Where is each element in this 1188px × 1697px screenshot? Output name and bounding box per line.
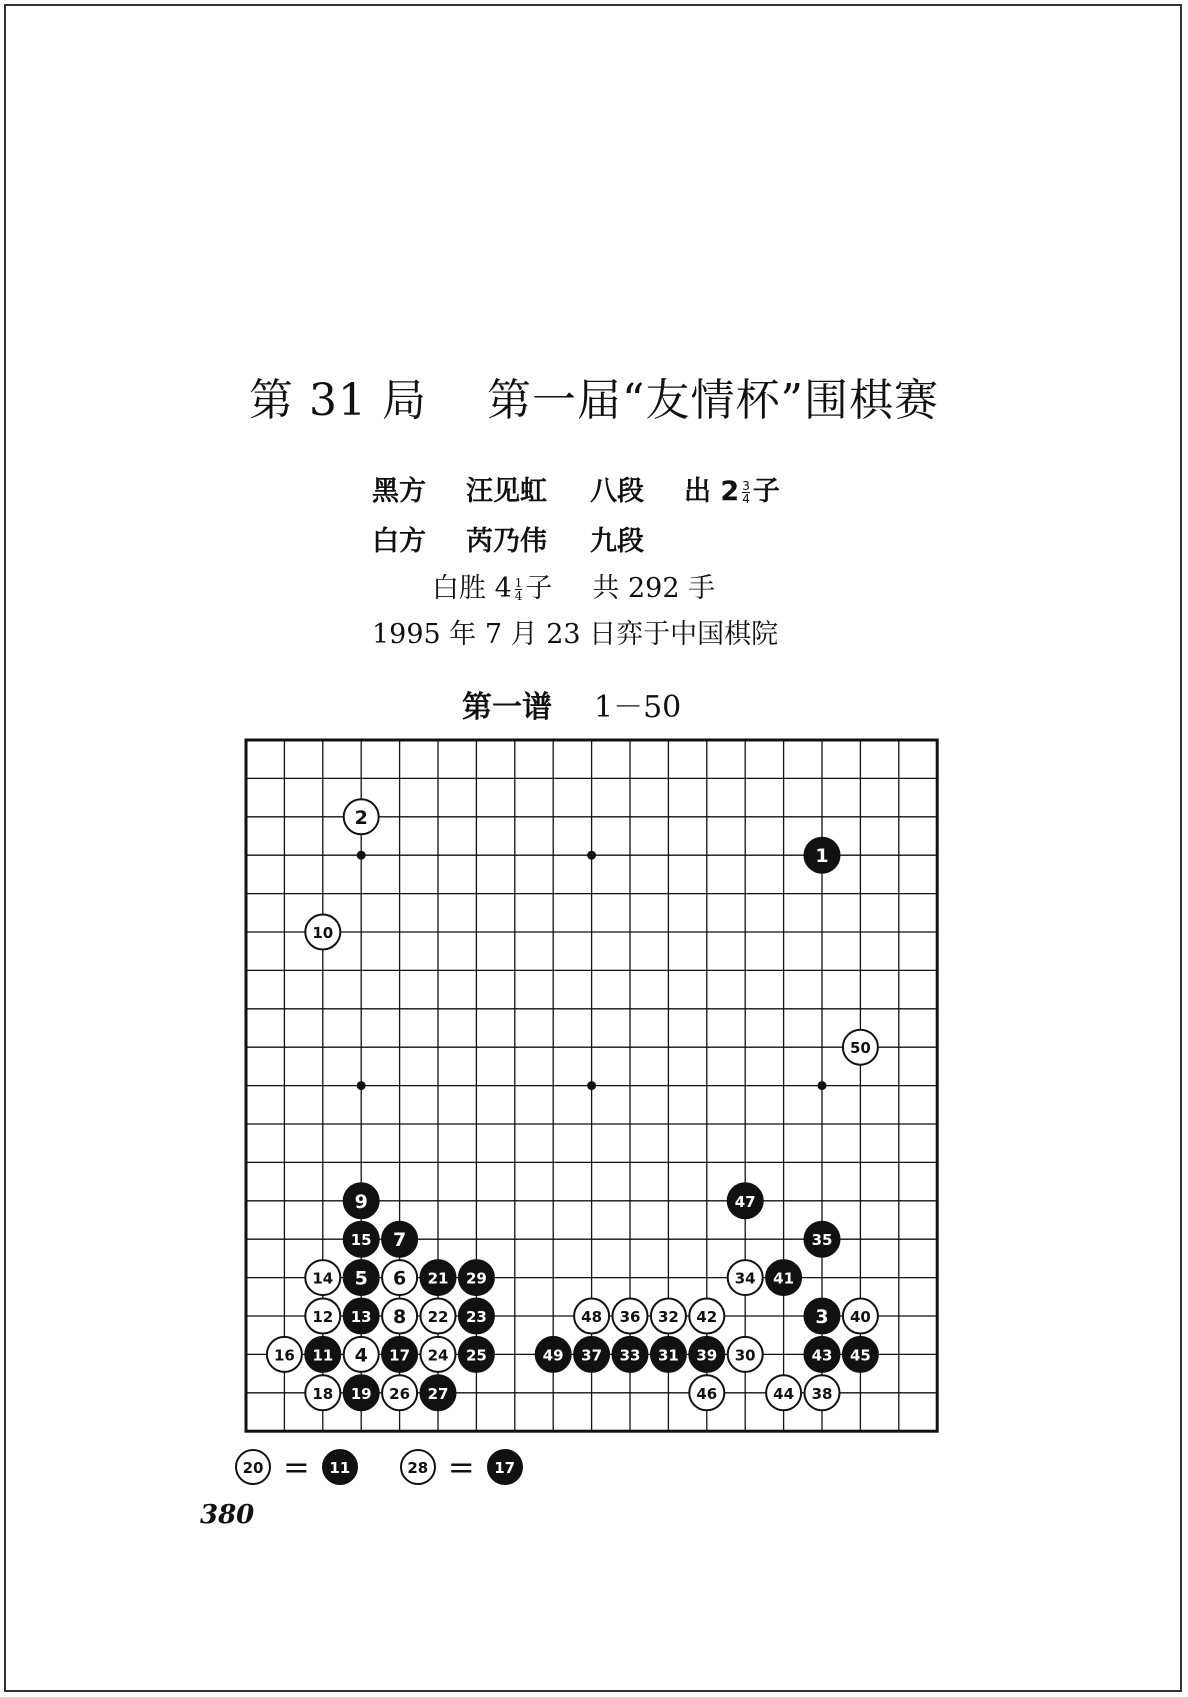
stone-move-number: 34 [734, 1269, 756, 1288]
stone-5 [344, 1260, 379, 1295]
stone-move-number: 32 [657, 1308, 679, 1326]
page-number: 380 [200, 1500, 255, 1530]
diagram-label: 第一谱 [462, 690, 552, 725]
stone-12 [305, 1299, 340, 1334]
handicap-prefix: 出 2 [684, 476, 740, 507]
stone-34 [728, 1260, 763, 1295]
white-player-name: 芮乃伟 [466, 526, 547, 557]
stone-move-number: 37 [581, 1346, 603, 1365]
stone-move-number: 18 [312, 1384, 334, 1403]
handicap-numerator: 3 [742, 479, 750, 493]
stone-37 [574, 1337, 609, 1372]
stone-move-number: 31 [657, 1346, 679, 1365]
stone-8 [382, 1299, 417, 1334]
star-point [357, 851, 366, 860]
stone-move-number: 40 [849, 1308, 871, 1326]
black-player-rank: 八段 [590, 476, 644, 507]
stone-move-number: 25 [465, 1346, 487, 1365]
result-prefix: 白胜 4 [432, 573, 512, 604]
stone-30 [728, 1337, 763, 1372]
stone-38 [805, 1375, 840, 1410]
stone-move-number: 13 [350, 1308, 372, 1326]
page-title: 第 31 局 第一届“友情杯”围棋赛 [249, 375, 939, 426]
stone-46 [689, 1375, 724, 1410]
star-point [818, 1081, 827, 1090]
total-moves: 共 292 手 [592, 573, 716, 604]
diagram-notes [235, 1448, 523, 1486]
star-point [587, 1081, 596, 1090]
note-stone-20: 20 [235, 1449, 271, 1485]
stone-move-number: 14 [312, 1269, 334, 1288]
stone-35 [805, 1222, 840, 1257]
stone-move-number: 23 [465, 1308, 487, 1326]
stone-23 [459, 1299, 494, 1334]
stone-move-number: 6 [392, 1267, 407, 1290]
stone-move-number: 4 [354, 1344, 368, 1367]
stone-move-number: 8 [392, 1306, 407, 1328]
stone-15 [344, 1222, 379, 1257]
stone-move-number: 38 [811, 1384, 833, 1403]
stone-7 [382, 1222, 417, 1257]
stone-19 [344, 1375, 379, 1410]
stone-45 [843, 1337, 878, 1372]
stone-22 [421, 1299, 456, 1334]
stone-2 [344, 799, 379, 834]
stone-move-number: 50 [849, 1039, 871, 1058]
stone-44 [766, 1375, 801, 1410]
stone-move-number: 3 [815, 1306, 829, 1328]
stone-move-number: 15 [350, 1231, 372, 1250]
stone-49 [536, 1337, 571, 1372]
white-side-label: 白方 [372, 526, 426, 557]
stone-move-number: 5 [354, 1267, 368, 1290]
diagram-move-range: 1－50 [594, 690, 682, 725]
handicap-suffix: 子 [752, 476, 780, 507]
stone-move-number: 39 [696, 1346, 718, 1365]
star-point [587, 851, 596, 860]
stone-move-number: 49 [542, 1346, 564, 1365]
stone-6 [382, 1260, 417, 1295]
stone-move-number: 11 [312, 1346, 334, 1365]
stone-move-number: 35 [811, 1231, 833, 1250]
handicap-denominator: 4 [742, 492, 750, 506]
stone-move-number: 17 [389, 1346, 411, 1365]
stone-50 [843, 1030, 878, 1065]
stone-move-number: 16 [273, 1346, 295, 1365]
stone-17 [382, 1337, 417, 1372]
stone-move-number: 1 [815, 845, 829, 868]
stone-move-number: 2 [354, 806, 368, 829]
stone-39 [689, 1337, 724, 1372]
stone-13 [344, 1299, 379, 1334]
white-player-rank: 九段 [590, 526, 644, 557]
stone-36 [613, 1299, 648, 1334]
note-stone-11: 11 [322, 1449, 358, 1485]
stone-29 [459, 1260, 494, 1295]
stone-move-number: 10 [312, 924, 334, 942]
stone-16 [267, 1337, 302, 1372]
stone-32 [651, 1299, 686, 1334]
stone-move-number: 44 [773, 1384, 795, 1403]
stone-11 [305, 1337, 340, 1372]
stone-9 [344, 1183, 379, 1218]
stone-move-number: 46 [696, 1384, 718, 1403]
stone-move-number: 12 [312, 1308, 334, 1326]
stone-move-number: 27 [427, 1384, 449, 1403]
stone-move-number: 7 [392, 1229, 407, 1252]
note-equals: = [283, 1448, 310, 1486]
game-date: 1995 年 7 月 23 日弈于中国棋院 [372, 619, 779, 650]
stone-move-number: 41 [773, 1269, 795, 1288]
stone-43 [805, 1337, 840, 1372]
result-suffix: 子 [525, 573, 553, 604]
stone-31 [651, 1337, 686, 1372]
stone-move-number: 33 [619, 1346, 641, 1365]
stone-move-number: 26 [389, 1384, 411, 1403]
stone-42 [689, 1299, 724, 1334]
stone-48 [574, 1299, 609, 1334]
stone-move-number: 43 [811, 1346, 833, 1365]
note-equals: = [447, 1448, 475, 1486]
stone-move-number: 9 [354, 1190, 368, 1213]
black-side-label: 黑方 [372, 476, 426, 507]
stone-40 [843, 1299, 878, 1334]
black-player-name: 汪见虹 [466, 476, 547, 507]
result-denominator: 4 [514, 589, 523, 603]
stone-move-number: 48 [581, 1308, 603, 1326]
stone-move-number: 22 [427, 1308, 449, 1326]
stone-25 [459, 1337, 494, 1372]
stone-3 [805, 1299, 840, 1334]
stone-move-number: 45 [849, 1346, 871, 1365]
stone-move-number: 24 [427, 1346, 449, 1365]
stone-24 [421, 1337, 456, 1372]
stone-move-number: 42 [696, 1308, 718, 1326]
stone-41 [766, 1260, 801, 1295]
stone-10 [305, 915, 340, 950]
stone-move-number: 21 [427, 1269, 449, 1288]
stone-21 [421, 1260, 456, 1295]
stone-move-number: 36 [619, 1308, 641, 1326]
stone-move-number: 29 [465, 1269, 487, 1288]
result-numerator: 1 [514, 576, 523, 590]
stone-26 [382, 1375, 417, 1410]
star-point [357, 1081, 366, 1090]
note-stone-28: 28 [400, 1449, 436, 1485]
stone-1 [805, 838, 840, 873]
stone-move-number: 47 [734, 1192, 756, 1211]
stone-14 [305, 1260, 340, 1295]
stone-27 [421, 1375, 456, 1410]
stone-47 [728, 1183, 763, 1218]
stone-33 [613, 1337, 648, 1372]
stone-4 [344, 1337, 379, 1372]
stone-move-number: 19 [350, 1384, 372, 1403]
stone-move-number: 30 [734, 1346, 756, 1365]
note-stone-17: 17 [487, 1449, 523, 1485]
stone-18 [305, 1375, 340, 1410]
